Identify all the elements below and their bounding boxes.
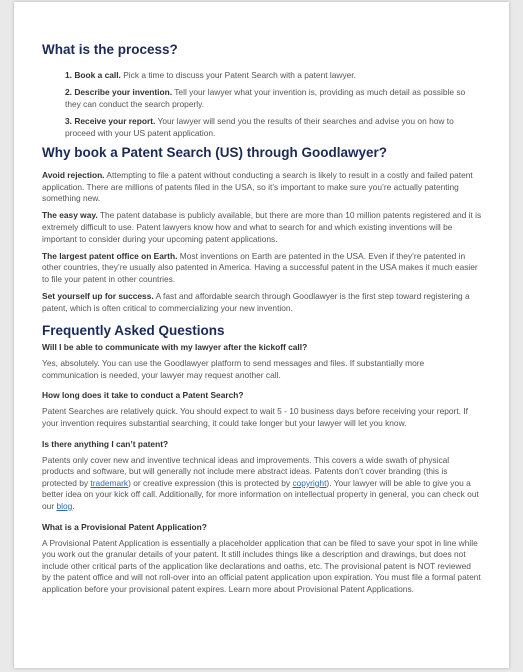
answer-text: ). Your lawyer will be able to give you a better idea on your kick off call. Additionally, for more information on intellectual property in general, you can check out our [42, 477, 479, 511]
faq-question: Is there anything I can’t patent? [42, 438, 169, 449]
faq-answer [42, 455, 482, 513]
faq-item [42, 390, 482, 429]
blog-link[interactable]: blog [56, 500, 73, 511]
step-text: Your lawyer will send you the results of their searches and advise you on how to proceed with your US patent application. [65, 115, 454, 138]
trademark-link[interactable]: trademark [90, 477, 129, 488]
process-step [65, 116, 482, 139]
why-paragraph [42, 291, 482, 314]
process-steps [42, 70, 482, 139]
step-text: Pick a time to discuss your Patent Search with a patent lawyer. [120, 70, 356, 80]
document-content [42, 42, 482, 605]
answer-text: . [72, 500, 75, 511]
faq-answer: Yes, absolutely. You can use the Goodlawyer platform to send messages and files. If substantially more communication is needed, your lawyer may request another call. [42, 358, 425, 380]
why-heading: Why book a Patent Search (US) through Goodlawyer? [42, 145, 388, 161]
faq-question: How long does it take to conduct a Patent Search? [42, 390, 244, 401]
process-heading: What is the process? [42, 42, 178, 57]
why-text: The patent database is publicly available, but there are more than 10 million patents registered and it is extremely difficult to use. Patent lawyers know how and what to search for and which existing inventions will be important to consider during your upcoming patent applications. [42, 210, 482, 244]
step-title: Describe your invention. [74, 87, 173, 98]
step-number: 3. [65, 115, 72, 126]
answer-text: ) or creative expression (this is protected by [128, 477, 293, 488]
faq-item [42, 522, 482, 596]
why-section [42, 170, 482, 314]
answer-text: Patents only cover new and inventive technical ideas and improvements. This covers a wide swath of physical products and software, but will generally not include mere abstract ideas. Patents don’t cover branding (this is protected by [42, 454, 450, 488]
why-text: Most inventions on Earth are patented in the USA. Even if they’re patented in other countries, they’re usually also patented in America. Having a successful patent in the USA makes it much easier to file your patent in other countries. [42, 250, 478, 284]
faq-item [42, 342, 482, 381]
step-title: Book a call. [74, 70, 121, 80]
step-number: 2. [65, 87, 72, 98]
step-title: Receive your report. [74, 115, 156, 126]
step-text: Tell your lawyer what your invention is, providing as much detail as possible so they can conduct the search properly. [65, 87, 466, 109]
faq-question: Will I be able to communicate with my lawyer after the kickoff call? [42, 342, 308, 353]
process-step [65, 87, 482, 110]
why-title: The largest patent office on Earth. [42, 250, 178, 261]
why-title: The easy way. [42, 210, 98, 221]
why-paragraph [42, 251, 482, 286]
faq-item [42, 439, 482, 513]
faq-heading: Frequently Asked Questions [42, 323, 225, 339]
why-title: Avoid rejection. [42, 170, 105, 181]
faq-question: What is a Provisional Patent Application? [42, 521, 207, 532]
faq-answer: Patent Searches are relatively quick. You should expect to wait 5 - 10 business days before receiving your report. If your invention requires substantial searching, it could take longer but your lawyer will let you know. [42, 406, 468, 428]
document-page [14, 2, 509, 668]
faq-answer: A Provisional Patent Application is essentially a placeholder application that can be filed to save your spot in line while you work out the granular details of your patent. It still includes things like a description and drawings, but does not include other critical parts of the application like declarations and oaths, etc. The provisional patent is NOT reviewed by the patent office and will not roll-over into an official patent application upon expiration. You must file a formal patent application before your provisional patent expires. Learn more about Provisional Patent Applications. [42, 537, 481, 594]
why-text: A fast and affordable search through Goodlawyer is the first step toward registering a patent, which is often critical to commercializing your new invention. [42, 291, 470, 313]
process-step [65, 70, 482, 82]
why-paragraph [42, 210, 482, 245]
why-title: Set yourself up for success. [42, 291, 154, 301]
why-text: Attempting to file a patent without conducting a search is likely to result in a costly and failed patent application. There are millions of patents filed in the USA, so it’s important to make sure you’re actually patenting something new. [42, 170, 473, 204]
copyright-link[interactable]: copyright [292, 477, 327, 488]
why-paragraph [42, 170, 482, 205]
step-number: 1. [65, 70, 72, 80]
